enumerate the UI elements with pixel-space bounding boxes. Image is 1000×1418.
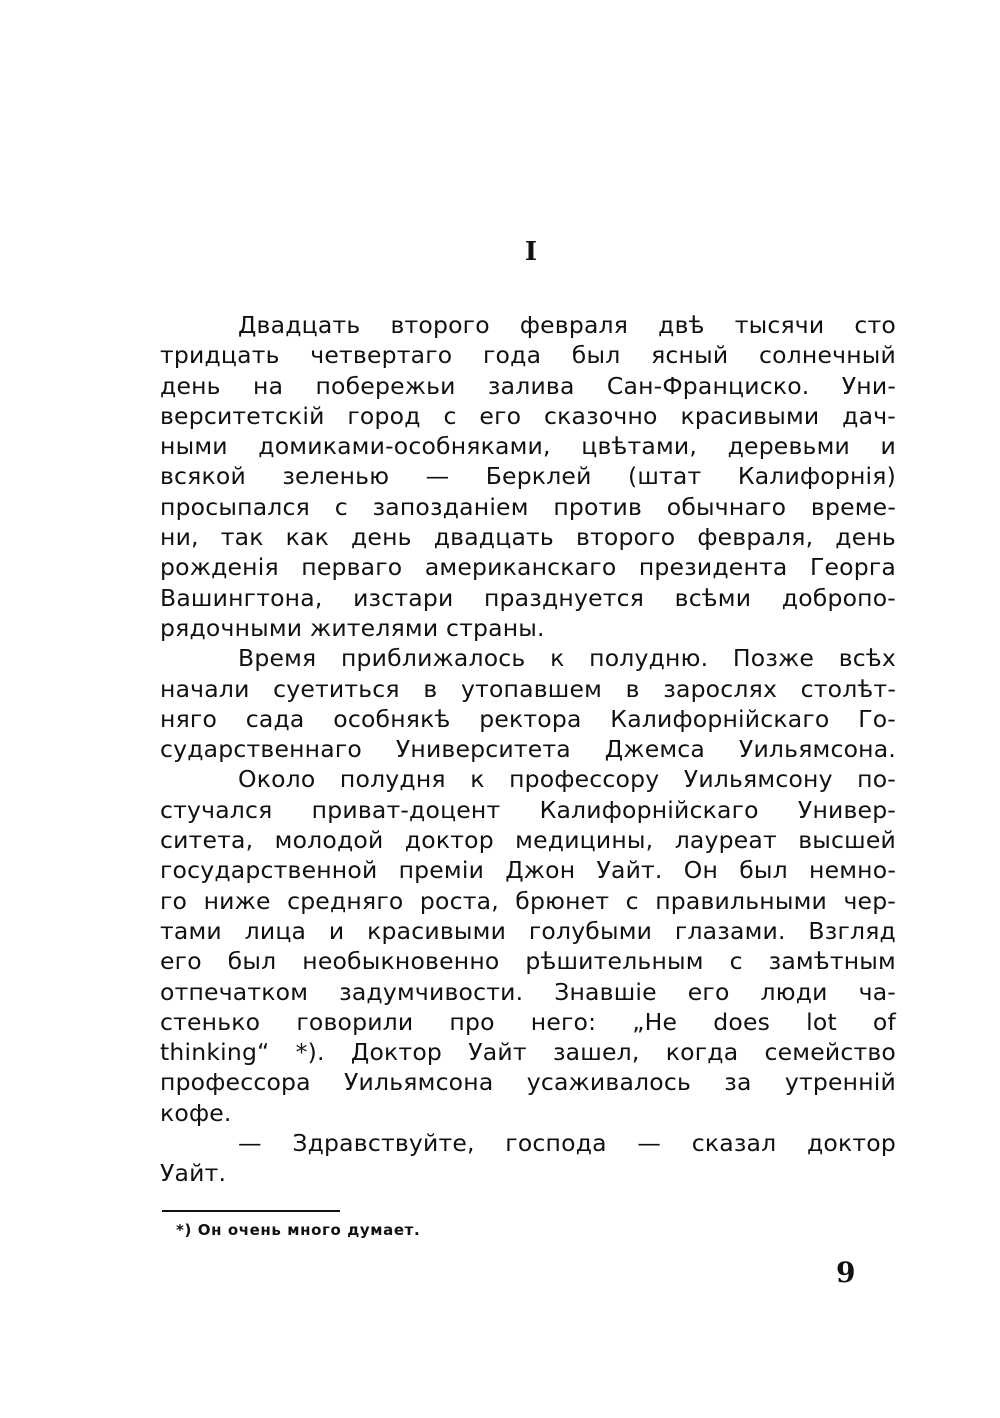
text-line: Уайт. [160, 1159, 227, 1188]
text-line: Двадцать второго февраля двѣ тысячи сто [238, 311, 896, 339]
text-line: Вашингтона, изстари празднуется всѣми добропо- [160, 583, 896, 612]
text-line: ни, так как день двадцать второго февраля, день [160, 523, 896, 552]
text-line: начали суетиться в утопавшем в зарослях столѣт- [160, 674, 896, 703]
text-line: просыпался с запозданiем против обычнаго време- [160, 492, 896, 521]
body-text [160, 310, 896, 1189]
text-line: ситета, молодой доктор медицины, лауреат высшей [160, 826, 896, 855]
text-line: Время приближалось к полудню. Позже всѣх [238, 644, 896, 673]
text-line: го ниже средняго роста, брюнет с правильными чер- [160, 886, 896, 915]
text-line: всякой зеленью — Берклей (штат Калифорнiя) [160, 462, 896, 491]
text-line: верситетскiй город с его сказочно красивыми дач- [160, 401, 896, 430]
text-line: государственной премiи Джон Уайт. Он был немно- [160, 856, 896, 885]
text-line: тами лица и красивыми голубыми глазами. Взгляд [160, 916, 896, 945]
chapter-heading: I [524, 237, 538, 267]
footnote-divider [162, 1210, 340, 1212]
text-line: профессора Уильямсона усаживалось за утреннiй [160, 1068, 896, 1097]
text-line: стучался приват-доцент Калифорнiйскаго Универ- [160, 795, 896, 824]
text-line: стенько говорили про него: „He does lot of [160, 1007, 896, 1036]
text-line: отпечатком задумчивости. Знавшiе его люди ча- [160, 977, 896, 1006]
footnote: *) Он очень много думает. [176, 1221, 421, 1239]
text-line: тридцать четвертаго года был ясный солнечный [160, 341, 896, 370]
text-line: рожденiя перваго американскаго президента Георга [160, 553, 896, 582]
text-line: thinking“ *). Доктор Уайт зашел, когда семейство [160, 1038, 896, 1067]
text-line: ными домиками-особняками, цвѣтами, деревьми и [160, 432, 896, 461]
text-line: Около полудня к профессору Уильямсону по- [238, 765, 896, 794]
text-line: сударственнаго Университета Джемса Уильямсона. [160, 735, 896, 764]
text-line: его был необыкновенно рѣшительным с замѣтным [160, 947, 896, 976]
text-line: рядочными жителями страны. [160, 613, 545, 642]
text-line: кофе. [160, 1098, 232, 1127]
text-line: — Здравствуйте, господа — сказал доктор [238, 1129, 896, 1158]
page-number: 9 [836, 1256, 856, 1289]
text-line: день на побережьи залива Сан-Франциско. Уни- [160, 371, 896, 400]
text-line: няго сада особнякѣ ректора Калифорнiйскаго Го- [160, 704, 896, 733]
